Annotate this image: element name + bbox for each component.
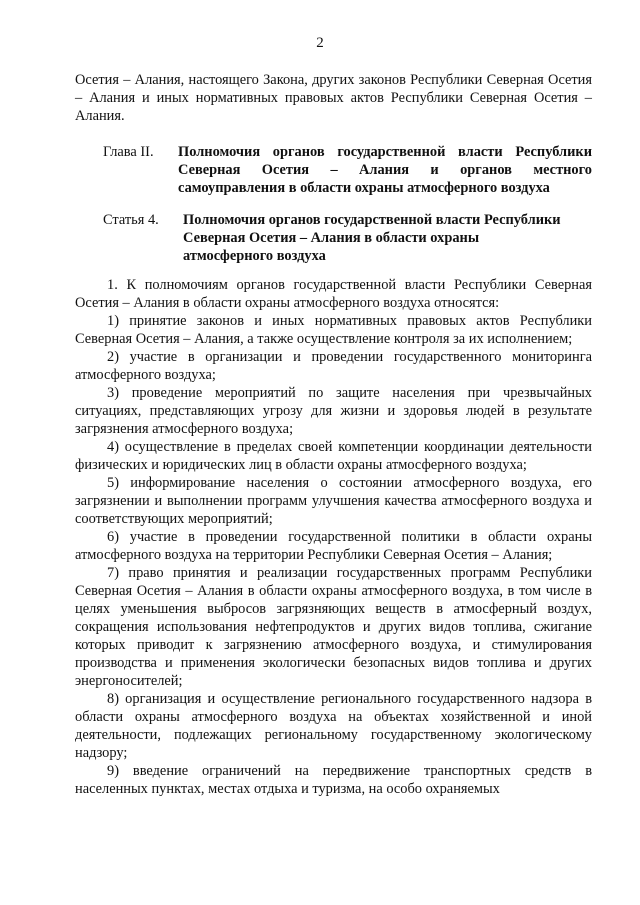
article-title-line: атмосферного воздуха bbox=[183, 248, 326, 264]
page-number: 2 bbox=[316, 35, 324, 51]
paragraph-item: 1) принятие законов и иных нормативных правовых актов Республики Северная Осетия – Алания, а также осуществление контроля за их исполнением; bbox=[75, 313, 592, 347]
chapter-heading bbox=[103, 143, 592, 197]
chapter-title: Полномочия органов государственной власти Республики Северная Осетия – Алания и органов местного самоуправления в области охраны атмосферного воздуха bbox=[178, 144, 592, 196]
intro-paragraph: Осетия – Алания, настоящего Закона, других законов Республики Северная Осетия – Алания и иных нормативных правовых актов Республики Северная Осетия – Алания. bbox=[75, 72, 592, 124]
article-title-line: Полномочия органов государственной власти Республики bbox=[183, 212, 561, 228]
paragraph-item: 7) право принятия и реализации государственных программ Республики Северная Осетия – Алания в области охраны атмосферного воздуха, в том числе в целях уменьшения выбросов загрязняющих веществ в атмосферный воздух, сокращения использования нефтепродуктов и других видов топлива, сжигание которых приводит к загрязнению атмосферного воздуха, и стимулирования производства и применения экологически безопасных видов топлива и других энергоносителей; bbox=[75, 565, 592, 689]
article-title-line: Северная Осетия – Алания в области охраны bbox=[183, 230, 480, 246]
paragraph-item: 4) осуществление в пределах своей компетенции координации деятельности физических и юридических лиц в области охраны атмосферного воздуха; bbox=[75, 439, 592, 473]
paragraph-item: 6) участие в проведении государственной политики в области охраны атмосферного воздуха на территории Республики Северная Осетия – Алания; bbox=[75, 529, 592, 563]
article-title bbox=[183, 211, 592, 265]
intro-text bbox=[75, 71, 592, 125]
article-body bbox=[75, 276, 592, 798]
paragraph-item: 1. К полномочиям органов государственной власти Республики Северная Осетия – Алания в области охраны атмосферного воздуха относятся: bbox=[75, 277, 592, 311]
article-heading bbox=[103, 211, 592, 265]
paragraph-item: 3) проведение мероприятий по защите населения при чрезвычайных ситуациях, представляющих угрозу для жизни и здоровья людей в результате загрязнения атмосферного воздуха; bbox=[75, 385, 592, 437]
chapter-number: Глава II. bbox=[103, 144, 154, 160]
paragraph-item: 5) информирование населения о состоянии атмосферного воздуха, его загрязнении и выполнении программ улучшения качества атмосферного воздуха и соответствующих мероприятий; bbox=[75, 475, 592, 527]
article-number: Статья 4. bbox=[103, 212, 159, 228]
paragraph-item: 8) организация и осуществление регионального государственного надзора в области охраны атмосферного воздуха на объектах хозяйственной и иной деятельности, подлежащих региональному государственному экологическому надзору; bbox=[75, 691, 592, 761]
paragraph-item: 2) участие в организации и проведении государственного мониторинга атмосферного воздуха; bbox=[75, 349, 592, 383]
paragraph-item: 9) введение ограничений на передвижение транспортных средств в населенных пунктах, местах отдыха и туризма, на особо охраняемых bbox=[75, 763, 592, 797]
